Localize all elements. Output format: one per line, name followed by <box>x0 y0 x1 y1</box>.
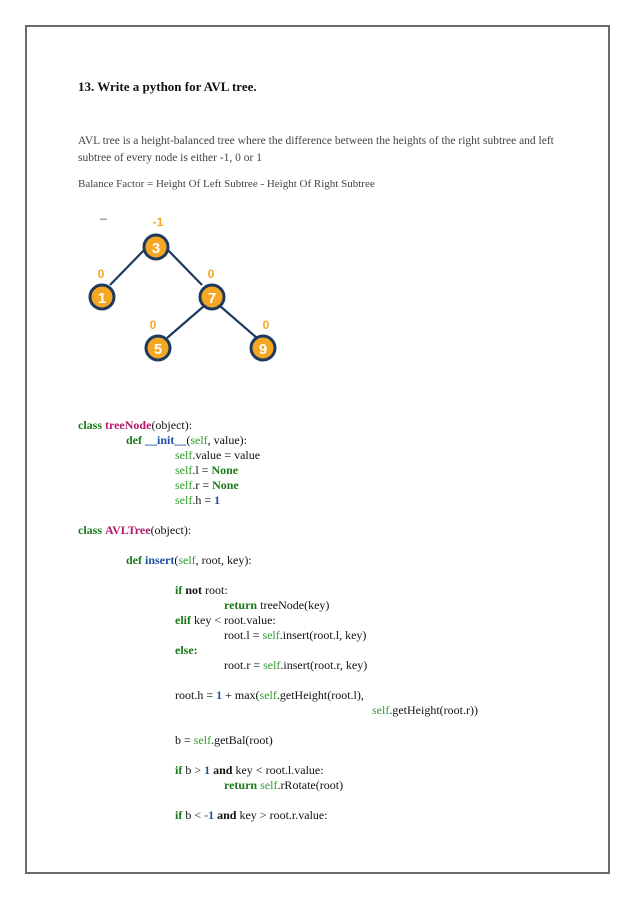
edge-3-7 <box>164 246 202 285</box>
code-line-def-insert <box>126 553 252 567</box>
balance-factor-formula: Balance Factor = Height Of Left Subtree - Height Of Right Subtree <box>78 178 375 190</box>
node-value-9: 9 <box>258 341 268 358</box>
class-base: (object): <box>151 418 193 432</box>
self-r-lhs: self.r = <box>175 478 213 492</box>
if1-rest: key < root.l.value: <box>232 763 324 777</box>
none-literal-r: None <box>212 478 239 492</box>
fn-name-init: __init__ <box>145 433 187 447</box>
def-args-2: (self, root, key): <box>174 553 252 567</box>
tree-node-1 <box>90 267 114 309</box>
kw-if: if <box>175 583 183 597</box>
self-h-lhs: self.h = <box>175 493 215 507</box>
node-balance-5: 0 <box>149 318 157 332</box>
kw-return-2: return <box>224 778 258 792</box>
kw-def: def <box>126 433 142 447</box>
if2-a: b < <box>182 808 205 822</box>
kw-class: class <box>78 418 102 432</box>
node-value-7: 7 <box>207 290 217 307</box>
code-line-elif <box>175 613 276 627</box>
class-name-avltree: AVLTree <box>105 523 151 537</box>
edge-7-5 <box>167 306 204 338</box>
tree-node-9 <box>251 318 275 360</box>
num-neg1: -1 <box>204 808 215 822</box>
code-line-if-b-lt-neg1 <box>175 808 328 822</box>
if1-a: b > <box>182 763 205 777</box>
node-balance-7: 0 <box>207 267 215 281</box>
kw-def-2: def <box>126 553 142 567</box>
kw-if-2: if <box>175 763 183 777</box>
edge-7-9 <box>220 306 257 338</box>
code-line-self-r <box>175 478 239 492</box>
description-paragraph: AVL tree is a height-balanced tree where the difference between the heights of the right subtree and left subtree of every node is either -1, 0 or 1 <box>78 135 554 164</box>
code-line-assign-l: root.l = self.insert(root.l, key) <box>224 628 367 642</box>
tree-node-5 <box>146 318 170 360</box>
node-value-1: 1 <box>97 290 107 307</box>
if-not-rest: root: <box>202 583 228 597</box>
kw-if-3: if <box>175 808 183 822</box>
elif-rest: key < root.value: <box>191 613 276 627</box>
kw-elif: elif <box>175 613 191 627</box>
return-rest: treeNode(key) <box>257 598 330 612</box>
def-args: (self, value): <box>186 433 247 447</box>
node-balance-1: 0 <box>97 267 105 281</box>
edge-3-1 <box>110 246 148 285</box>
code-line-height-2: self.getHeight(root.r)) <box>372 703 478 717</box>
kw-and-2: and <box>217 808 237 822</box>
kw-and: and <box>213 763 233 777</box>
code-line-return-treenode <box>224 598 329 612</box>
code-line-return-rrotate <box>224 778 343 792</box>
if2-rest: key > root.r.value: <box>236 808 328 822</box>
code-line-if-b-gt-1 <box>175 763 324 777</box>
stray-mark: _ <box>100 206 107 220</box>
code-line-class-treenode <box>78 418 192 432</box>
self-l-lhs: self.l = <box>175 463 212 477</box>
code-line-def-init <box>126 433 247 447</box>
fn-name-insert: insert <box>145 553 175 567</box>
kw-class-2: class <box>78 523 102 537</box>
node-value-5: 5 <box>153 341 163 358</box>
code-line-self-h <box>175 493 220 507</box>
question-title: 13. Write a python for AVL tree. <box>78 79 257 94</box>
tree-node-3 <box>144 215 168 259</box>
kw-else: else: <box>175 643 198 657</box>
kw-return: return <box>224 598 258 612</box>
code-line-get-bal: b = self.getBal(root) <box>175 733 273 747</box>
num-1: 1 <box>204 763 211 777</box>
node-value-3: 3 <box>151 240 161 257</box>
none-literal-l: None <box>211 463 239 477</box>
tree-node-7 <box>200 267 224 309</box>
code-line-if-not-root <box>175 583 228 597</box>
class-base-2: (object): <box>150 523 192 537</box>
code-line-height-1: root.h = 1 + max(self.getHeight(root.l), <box>175 688 364 702</box>
code-line-else <box>175 643 198 657</box>
return2-rest: self.rRotate(root) <box>260 778 344 792</box>
code-line-assign-r: root.r = self.insert(root.r, key) <box>224 658 368 672</box>
code-line-self-l <box>175 463 238 477</box>
kw-not: not <box>185 583 203 597</box>
node-balance-9: 0 <box>262 318 270 332</box>
number-literal-1: 1 <box>214 493 221 507</box>
code-line-class-avltree <box>78 523 191 537</box>
class-name-treenode: treeNode <box>105 418 152 432</box>
node-balance-3: -1 <box>152 215 164 229</box>
code-line-self-value: self.value = value <box>175 448 261 462</box>
avl-tree-diagram <box>80 205 300 375</box>
